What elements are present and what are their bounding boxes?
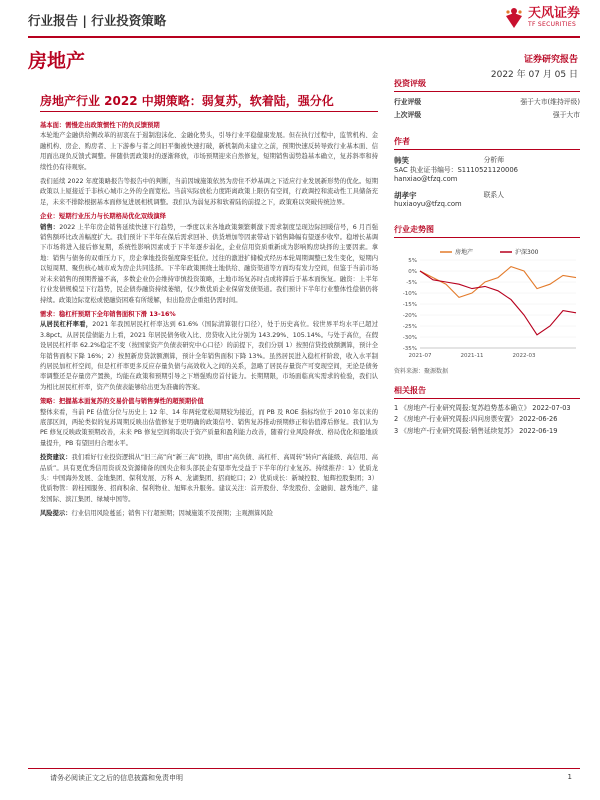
logo-text-en: TF SECURITIES	[527, 20, 577, 28]
rating-value: 强于大市	[552, 111, 580, 119]
y-tick-label: -30%	[402, 334, 417, 341]
paragraph-lead: 销售：	[40, 223, 60, 231]
paragraph	[40, 177, 378, 208]
y-tick-label: -15%	[402, 301, 417, 308]
paragraph-text: 2022 上半年房企销售延续快速下行趋势，一季度以来各地政策频繁刺激下需求制度呈现边际回暖信号，6 月百强销售额环比改善幅度扩大。我们预计下半年在保后需求回补、供货增加等因素带动下销售降幅有望逐步收窄。稳增长基调下市场将进入接后修复期，系统性影响因素或于下半年逐步弱化，企业信用资质重新成为影响购房块择的主要因素。拿地：销售与债务的双重压力下，房企拿地投资强度降至低位。过往的激进扩储模式经历本轮周期调整已发生变化，短期内以短周期、聚焦核心城市成为房企共同选择。下半年政策围绕土地供给、融资渠道等方面均有发力空间，但鉴于当前市场对未来销售的预期普遍不高，多数企业仍会维持审慎投资策略，土地市场复苏时点或将滞后于基本面恢复。融资：上半年行业发债规模呈下行趋势，民企债券融资持续萎缩，仅少数优质企业保留发债渠道。我们预计下半年行业整体性偿债仍将持续。政策边际宽松或使融资困难有所缓解，但出险房企重组仍需时间。	[40, 223, 378, 304]
section-heading: 企业：短期行业压力与长期格局优化双线演绎	[40, 213, 166, 221]
trend-chart-svg	[394, 244, 580, 364]
author-card	[394, 191, 580, 210]
author-header: 作者	[394, 136, 580, 150]
logo-icon	[504, 6, 524, 28]
paragraph	[40, 408, 378, 450]
paragraph	[40, 131, 378, 173]
paragraph-text: 本轮地产金融供给侧改革的初衷在于遏制泡沫化、金融化势头，引导行业平稳健康发展。但在执行过程中，监管机构、金融机构、房企、购房者、上下游参与者之间旧平衡被快速打破，新机制尚未建立之前，预期快速反转导致行业基本面、信用面出现负反馈式调整。伴随供需政策时的逐渐释放，市场预期迎来自然修复，短期销售弱势趋基本确立，复苏斜率和持续性仍有待观察。	[40, 132, 378, 171]
related-report-link[interactable]: 3 《房地产-行业研究周报:销售延续复苏》 2022-06-19	[394, 426, 558, 435]
report-date: 2022 年 07 月 05 日	[490, 70, 578, 80]
rating-label: 行业评级	[394, 98, 422, 106]
x-tick-label: 2021-07	[408, 352, 432, 359]
footer-divider	[28, 768, 580, 769]
author-role: 分析师	[483, 156, 504, 164]
paragraph	[40, 509, 378, 519]
paragraph	[40, 320, 378, 393]
logo-text-cn: 天风证券	[527, 5, 580, 21]
footer-disclaimer: 请务必阅读正文之后的信息披露和免责申明	[50, 774, 183, 782]
title-divider	[40, 111, 378, 112]
sidebar	[394, 78, 580, 437]
page-number: 1	[567, 773, 572, 781]
page-header	[28, 5, 580, 34]
y-tick-label: -35%	[402, 345, 417, 352]
rating-value: 强于大市(维持评级)	[520, 98, 580, 106]
paragraph-lead: 风险提示：	[40, 510, 72, 518]
paragraph-text: 我们看好行业投资逻辑从“旧三高”向“新三高”切换，即由“高负债、高杠杆、高周转”转向“高能级、高信用、高品质”。具有更优秀信用资质及资源储备的国央企和头部民企有望率先受益于下半年的行业复苏。持续推荐：1）优质龙头：中国海外发展、金地集团、保利发展、万科 A、龙湖集团、招商蛇口；2）优质成长：新城控股、旭辉控股集团；3）优质物管：碧桂园服务、招商积余、保利物业、旭辉永升服务。建议关注：首开股份、华发股份、金融街、越秀地产、建发国际、滨江集团、绿城中国等。	[40, 454, 378, 503]
section-heading: 需求：稳杠杆预期下全年销售面积下滑 13-16%	[40, 310, 176, 318]
paragraph-lead: 从居民杠杆率看，	[40, 321, 93, 329]
series-line-csi300	[420, 271, 576, 335]
y-tick-label: 5%	[408, 257, 417, 264]
rating-label: 上次评级	[394, 111, 422, 119]
author-cert: SAC 执业证书编号：S1110521120006	[394, 165, 518, 174]
breadcrumb: 行业报告 | 行业投资策略	[28, 13, 167, 28]
report-body	[40, 118, 378, 524]
paragraph	[40, 453, 378, 505]
header-divider	[28, 36, 580, 38]
paragraph-text: 整体来看，当前 PE 估值分位与历史上 12 年、14 年两轮宽松周期较为接近，而 PB 及 ROE 指标均位于 2010 年以来的底部区间，两轮类似的复苏周期反映出估值修复于更明确的政策信号、销售复苏推动预期修正和估值滞后修复。我们认为 PE 修复反映政策预期改善，未来 PB 修复空间将取决于资产质量和盈利能力改善，随着行业风险释放、格局优化和盈地质量提升，PB 有望回归合理水平。	[40, 408, 378, 447]
author-name: 胡孝宇	[394, 190, 417, 200]
rating-row	[394, 96, 580, 109]
paragraph-text: 2021 年我国居民杠杆率达到 61.6%（国际清算银行口径），处于历史高位。较世界平均水平已超过 3.8pct。从居民偿债能力上看，2021 年居民债务收入比、房贷收入比分别为 143.29%、105.14%。与处于高位，在假设居民杠杆率 62.2%稳定不变（按国家资产负债表研究中心口径）的前提下，我们分别 1）按照信贷投放额测算，预计全年销售面积下降 16%；2）按照新房贷款额测算，预计全年销售面积下降 13%。虽然居民进入稳杠杆阶段，收入水平制约居民加杠杆空间，但是杠杆率更多反应存量负债与高效收入之间的关系，忽略了居民存量资产可变现空间，无论是债务率调整还是存量房产置换，均能在政策和预期引导之下增强购房首付能力。长期期限，市场面临真实需求的检验，我们认为相比居民杠杆率，资产负债表能够给出更为准确的答案。	[40, 321, 379, 391]
x-tick-label: 2022-03	[512, 352, 536, 359]
paragraph-text: 我们延续 2022 年度策略报告等报告中的判断，当前因城施策依然为房住不炒基调之下适应行业发展新形势的优化。短期政策以上厦接近于非核心城市之外的全面宽松。当前实际放松力度距离政策上限仍有空间，行政调控和流动性工具储备充足，未来不排除根据基本面修复进展相机调整。我们认为弱复苏和软着陆的前提之下，政策难以突破传统边界。	[40, 178, 378, 206]
author-card	[394, 156, 580, 185]
y-tick-label: -10%	[402, 290, 417, 297]
company-logo	[504, 6, 580, 28]
y-tick-label: -20%	[402, 312, 417, 319]
section-heading: 基本面：需慢走出政策惯性下的负反馈预期	[40, 122, 160, 129]
chart-source: 资料来源：聚源数据	[394, 367, 449, 375]
legend-label: 房地产	[455, 248, 474, 256]
sector-title: 房地产	[28, 50, 86, 72]
legend-label: 沪深300	[515, 248, 539, 256]
trend-header: 行业走势图	[394, 224, 580, 238]
section-heading: 策略：把握基本面复苏的交易价值与销售弹性的超预期价值	[40, 398, 204, 406]
related-report-link[interactable]: 1 《房地产-行业研究周报:复苏趋势基本确立》 2022-07-03	[394, 403, 571, 412]
author-role: 联系人	[483, 190, 504, 199]
paragraph-lead: 投资建议：	[40, 454, 72, 462]
paragraph-text: 行业信用风险蔓延；销售下行超预期；因城施策不及预期；主观测算风险	[71, 510, 273, 518]
rating-row	[394, 109, 580, 122]
report-type: 证券研究报告	[523, 55, 578, 65]
trend-chart	[394, 244, 580, 364]
related-header: 相关报告	[394, 385, 580, 399]
rating-header: 投资评级	[394, 78, 580, 92]
author-name: 韩笑	[394, 156, 409, 165]
author-email[interactable]: huxiaoyu@tfzq.com	[394, 200, 462, 208]
y-tick-label: -25%	[402, 323, 417, 330]
x-tick-label: 2021-11	[460, 352, 484, 359]
y-tick-label: 0%	[408, 268, 417, 275]
related-report-link[interactable]: 2 《房地产-行业研究周报:四问房票安置》 2022-06-26	[394, 415, 558, 423]
author-email[interactable]: hanxiao@tfzq.com	[394, 175, 458, 183]
report-title: 房地产行业 2022 中期策略：弱复苏，软着陆，强分化	[40, 94, 334, 108]
y-tick-label: -5%	[406, 279, 417, 286]
paragraph	[40, 223, 378, 306]
